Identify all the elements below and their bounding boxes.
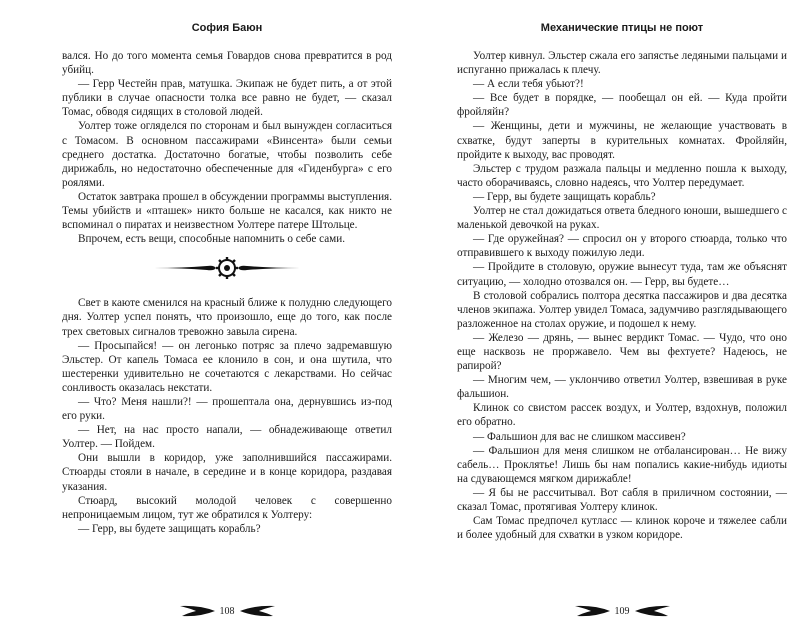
left-page	[62, 0, 392, 536]
paragraph: — Фальшион для меня слишком не отбалансирован… Не вижу сабель… Проклятье! Лишь бы нам попались какие-нибудь идиоты на сдувающемся мягком дирижабле!	[457, 444, 787, 485]
paragraph: Свет в каюте сменился на красный ближе к полудню следующего дня. Уолтер успел понять, что произошло, еще до того, как после трех световых сигналов тревожно завыла сирена.	[62, 297, 392, 338]
paragraph: В столовой собрались полтора десятка пассажиров и два десятка членов экипажа. Уолтер увидел Томаса, задумчиво разглядывающего разложенное на столах оружие, и подошел к нему.	[457, 289, 787, 330]
paragraph: Эльстер с трудом разжала пальцы и медленно пошла к выходу, часто оборачиваясь, словно надеясь, что Уолтер передумает.	[457, 162, 787, 189]
paragraph: — Все будет в порядке, — пообещал он ей. — Куда пройти фройляйн?	[457, 92, 787, 119]
right-page	[457, 0, 787, 542]
paragraph: Стюард, высокий молодой человек с совершенно непроницаемым лицом, тут же обратился к Уолтеру:	[62, 494, 392, 521]
right-footer	[457, 604, 787, 618]
paragraph: Уолтер не стал дожидаться ответа бледного юноши, вышедшего с маленькой девочкой на руках.	[457, 205, 787, 232]
paragraph: — Где оружейная? — спросил он у второго стюарда, только что отправившего к выходу пожилую леди.	[457, 233, 787, 260]
paragraph: Впрочем, есть вещи, способные напомнить о себе сами.	[78, 233, 346, 246]
left-text-bottom	[62, 296, 392, 536]
paragraph: Клинок со свистом рассек воздух, и Уолтер, вздохнув, положил его обратно.	[457, 402, 787, 429]
left-running-header: София Баюн	[191, 22, 263, 34]
paragraph: — Герр Честейн прав, матушка. Экипаж не будет пить, а от этой публики в случае опасности толка все равно не будет, — сказал Томас, обводя сидящих в столовой людей.	[62, 78, 392, 119]
paragraph: — Фальшион для вас не слишком массивен?	[473, 430, 686, 443]
left-footer	[62, 604, 392, 618]
paragraph: — Герр, вы будете защищать корабль?	[78, 522, 261, 535]
wing-ornament-icon	[573, 604, 611, 618]
paragraph: — Нет, на нас просто напали, — обнадеживающе ответил Уолтер. — Пойдем.	[62, 424, 392, 451]
left-text-top	[62, 49, 392, 246]
paragraph: — Многим чем, — уклончиво ответил Уолтер, взвешивая в руке фальшион.	[457, 374, 787, 401]
paragraph: Они вышли в коридор, уже заполнившийся пассажирами. Стюарды стояли в начале, в середине и в конце коридора, раздавая указания.	[62, 452, 392, 493]
paragraph: вался. Но до того момента семья Говардов снова превратится в род убийц.	[62, 50, 392, 77]
paragraph: — Герр, вы будете защищать корабль?	[473, 190, 656, 203]
paragraph: Сам Томас предпочел кутласс — клинок короче и тяжелее сабли и более удобный для схватки в узком коридоре.	[457, 515, 787, 542]
paragraph: Уолтер тоже огляделся по сторонам и был вынужден согласиться с Томасом. В основном пассажирами «Винсента» были семьи среднего достатка. Достаточно богатые, чтобы позволить себе дирижабль, но недостаточно обеспеченные для «Гиденбурга» с его роялями.	[62, 120, 392, 189]
wing-ornament-icon	[178, 604, 216, 618]
paragraph: — Женщины, дети и мужчины, не желающие участвовать в схватке, будут заперты в курительных комнатах. Фройляйн, пройдите к выходу, вас проводят.	[457, 120, 787, 161]
right-text	[457, 49, 787, 542]
wing-ornament-icon	[634, 604, 672, 618]
right-running-header: Механические птицы не поют	[540, 22, 704, 34]
paragraph: — А если тебя убьют?!	[473, 78, 584, 91]
paragraph: — Пройдите в столовую, оружие вынесут туда, там же объяснят ситуацию, — холодно отозвался он. — Герр, вы будете…	[457, 261, 787, 288]
gear-divider-icon	[62, 254, 392, 282]
paragraph: — Что? Меня нашли?! — прошептала она, дернувшись из-под его руки.	[62, 395, 392, 423]
paragraph: — Просыпайся! — он легонько потряс за плечо задремавшую Эльстер. От капель Томаса ее клонило в сон, и она шутила, что шестеренки удивительно не сочетаются с лекарствами. Но сейчас сонливость оказалась некстати.	[62, 339, 392, 394]
paragraph: — Железо — дрянь, — вынес вердикт Томас. — Чудо, что оно еще насквозь не проржавело. Чем вы фехтуете? Надеюсь, не рапирой?	[457, 331, 787, 373]
page-number: 108	[219, 605, 235, 617]
page-number: 109	[614, 605, 630, 617]
wing-ornament-icon	[239, 604, 277, 618]
paragraph: Остаток завтрака прошел в обсуждении программы выступления. Темы убийств и «пташек» никто больше не касался, как никто не вспоминал о пиратах и неизвестном Уолтере патере Штольце.	[62, 190, 392, 232]
paragraph: Уолтер кивнул. Эльстер сжала его запястье ледяными пальцами и испуганно прижалась к плечу.	[457, 50, 787, 77]
paragraph: — Я бы не рассчитывал. Вот сабля в приличном состоянии, — сказал Томас, протягивая Уолтеру клинок.	[457, 486, 787, 513]
